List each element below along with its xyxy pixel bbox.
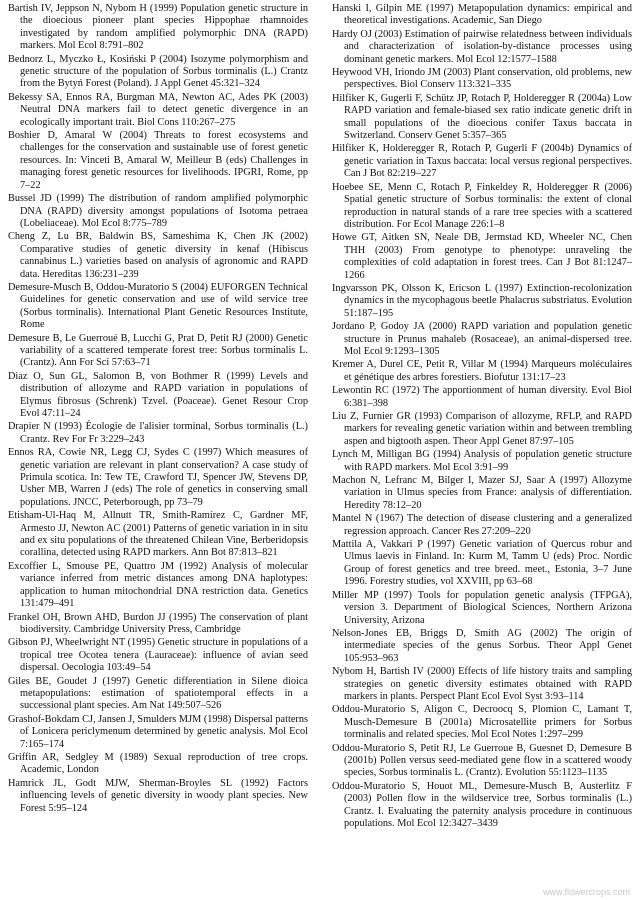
reference-entry: Gibson PJ, Wheelwright NT (1995) Genetic structure in populations of a tropical tree Ocotea tenera (Lauraceae): influence of avian seed dispersal. Oecologia 103:49–54 — [8, 637, 308, 674]
reference-entry: Lynch M, Milligan BG (1994) Analysis of population genetic structure with RAPD markers. Mol Ecol 3:91–99 — [332, 449, 632, 473]
reference-entry: Hilfiker K, Gugerli F, Schütz JP, Rotach P, Holderegger R (2004a) Low RAPD variation and female-biased sex ratio indicate genetic drift in small populations of the dioecious conifer Taxus baccata in Switzerland. Conserv Genet 5:357–365 — [332, 92, 632, 142]
reference-entry: Griffin AR, Sedgley M (1989) Sexual reproduction of tree crops. Academic, London — [8, 751, 308, 776]
reference-entry: Demesure B, Le Guerroué B, Lucchi G, Prat D, Petit RJ (2000) Genetic variability of a scattered temperate forest tree: Sorbus torminalis L. (Crantz). Ann For Sci 57:63–71 — [8, 332, 308, 369]
reference-entry: Jordano P, Godoy JA (2000) RAPD variation and population genetic structure in Prunus mahaleb (Rosaceae), an animal-dispersed tree. Mol Ecol 9:1293–1305 — [332, 321, 632, 357]
reference-entry: Howe GT, Aitken SN, Neale DB, Jermstad KD, Wheeler NC, Chen THH (2003) From genotype to phenotype: unraveling the complexities of cold adaptation in forest trees. Can J Bot 81:1247–1266 — [332, 232, 632, 281]
reference-entry: Hoebee SE, Menn C, Rotach P, Finkeldey R, Holderegger R (2006) Spatial genetic structure of Sorbus torminalis: the extent of clonal reproduction in natural stands of a rare tree species with a scattered distribution. For Ecol Manage 226:1–8 — [332, 181, 632, 230]
reference-entry: Bartish IV, Jeppson N, Nybom H (1999) Population genetic structure in the dioecious pioneer plant species Hippophae rhamnoides investigated by random amplified polymorphic DNA (RAPD) markers. Mol Ecol 8:791–802 — [8, 3, 308, 52]
reference-entry: Hanski I, Gilpin ME (1997) Metapopulation dynamics: empirical and theoretical investigations. Academic, San Diego — [332, 3, 632, 27]
reference-entry: Hamrick JL, Godt MJW, Sherman-Broyles SL (1992) Factors influencing levels of genetic diversity in woody plant species. New Forest 5:95–124 — [8, 777, 308, 814]
reference-entry: Grashof-Bokdam CJ, Jansen J, Smulders MJM (1998) Dispersal patterns of Lonicera periclymenum determined by genetic analysis. Mol Ecol 7:165–174 — [8, 713, 308, 750]
reference-entry: Bekessy SA, Ennos RA, Burgman MA, Newton AC, Ades PK (2003) Neutral DNA markers fail to detect genetic divergence in an ecologically important trait. Biol Cons 110:267–275 — [8, 91, 308, 128]
right-reference-column — [332, 3, 632, 900]
reference-entry: Cheng Z, Lu BR, Baldwin BS, Sameshima K, Chen JK (2002) Comparative studies of genetic diversity in kenaf (Hibiscus cannabinus L.) varieties based on analysis of agronomic and RAPD data. Hereditas 136:231–239 — [8, 231, 308, 280]
watermark: www.flowercrops.com — [542, 887, 630, 897]
left-reference-column — [8, 3, 308, 900]
reference-entry: Hardy OJ (2003) Estimation of pairwise relatedness between individuals and characterization of isolation-by-distance processes using dominant genetic markers. Mol Ecol 12:1577–1588 — [332, 28, 632, 65]
reference-entry: Frankel OH, Brown AHD, Burdon JJ (1995) The conservation of plant biodiversity. Cambridge University Press, Cambridge — [8, 611, 308, 635]
reference-entry: Nelson-Jones EB, Briggs D, Smith AG (2002) The origin of intermediate species of the genus Sorbus. Theor Appl Genet 105:953–963 — [332, 627, 632, 664]
reference-entry: Excoffier L, Smouse PE, Quattro JM (1992) Analysis of molecular variance inferred from metric distances among DNA haplotypes: application to human mitochondrial DNA restriction data. Genetics 131:479–491 — [8, 560, 308, 610]
reference-entry: Giles BE, Goudet J (1997) Genetic differentiation in Silene dioica metapopulations: estimation of spatiotemporal effects in a successional plant species. Am Nat 149:507–526 — [8, 675, 308, 712]
reference-entry: Demesure-Musch B, Oddou-Muratorio S (2004) EUFORGEN Technical Guidelines for genetic conservation and use of wild service tree (Sorbus torminalis). International Plant Genetic Resources Institute, Rome — [8, 281, 308, 331]
reference-entry: Bednorz L, Myczko Ł, Kosiński P (2004) Isozyme polymorphism and genetic structure of the population of Sorbus torminalis (L.) Crantz from the Bytyń Forest (Poland). J Appl Genet 45:321–324 — [8, 53, 308, 90]
reference-entry: Mattila A, Vakkari P (1997) Genetic variation of Quercus robur and Ulmus laevis in Finland. In: Kurm M, Tamm U (eds) Proc. Nordic Group of forest genetics and tree breed. meet., Estonia, 3–7 June 1996. Forestry studies, vol XXVIII, pp 63–68 — [332, 539, 632, 588]
reference-entry: Ennos RA, Cowie NR, Legg CJ, Sydes C (1997) Which measures of genetic variation are relevant in plant conservation? A case study of Primula scotica. In: Tew TE, Crawford TJ, Spencer JW, Stevens DP, Usher MB, Warren J (eds) The role of genetics in conserving small populations. JNCC, Peterborough, pp 73–79 — [8, 447, 308, 508]
reference-entry: Ingvarsson PK, Olsson K, Ericson L (1997) Extinction-recolonization dynamics in the mycophagous beetle Phalacrus substriatus. Evolution 51:187–195 — [332, 282, 632, 319]
reference-entry: Drapier N (1993) Écologie de l'alisier torminal, Sorbus torminalis (L.) Crantz. Rev For Fr 3:229–243 — [8, 421, 308, 445]
reference-entry: Boshier D, Amaral W (2004) Threats to forest ecosystems and challenges for the conservation and sustainable use of forest genetic resources. In: Vinceti B, Amaral W, Meilleur B (eds) Challenges in managing forest genetic resources for livelihoods. IPGRI, Rome, pp 7–22 — [8, 130, 308, 191]
reference-entry: Liu Z, Furnier GR (1993) Comparison of allozyme, RFLP, and RAPD markers for revealing genetic variation within and between trembling aspen and bigtooth aspen. Theor Appl Genet 87:97–105 — [332, 411, 632, 447]
reference-entry: Diaz O, Sun GL, Salomon B, von Bothmer R (1999) Levels and distribution of allozyme and RAPD variation in populations of Elymus fibrosus (Schrenk) Tzvel. (Poaceae). Genet Resour Crop Evol 47:11–24 — [8, 370, 308, 419]
reference-entry: Oddou-Muratorio S, Aligon C, Decroocq S, Plomion C, Lamant T, Musch-Demesure B (2001a) Microsatellite primers for Sorbus torminalis and related species. Mol Ecol Notes 1:297–299 — [332, 704, 632, 741]
reference-entry: Nybom H, Bartish IV (2000) Effects of life history traits and sampling strategies on genetic diversity estimates obtained with RAPD markers in plants. Perspect Plant Ecol Evol Syst 3:93–114 — [332, 666, 632, 702]
reference-entry: Mantel N (1967) The detection of disease clustering and a generalized regression approach. Cancer Res 27:209–220 — [332, 513, 632, 537]
reference-entry: Machon N, Lefranc M, Bilger I, Mazer SJ, Saar A (1997) Allozyme variation in Ulmus species from France: analysis of differentiation. Heredity 78:12–20 — [332, 475, 632, 511]
reference-entry: Heywood VH, Iriondo JM (2003) Plant conservation, old problems, new perspectives. Biol Conserv 113:321–335 — [332, 67, 632, 91]
reference-entry: Oddou-Muratorio S, Petit RJ, Le Guerroue B, Guesnet D, Demesure B (2001b) Pollen versus seed-mediated gene flow in a scattered woody species, Sorbus torminalis L. (Crantz). Evolution 55:1123–1135 — [332, 742, 632, 779]
reference-entry: Kremer A, Durel CE, Petit R, Villar M (1994) Marqueurs moléculaires et génétique des arbres forestiers. Biofutur 131:17–23 — [332, 359, 632, 383]
reference-entry: Etisham-Ul-Haq M, Allnutt TR, Smith-Ramírez C, Gardner MF, Armesto JJ, Newton AC (2001) Patterns of genetic variation in in situ and ex situ populations of the threatened Chilean Vine, Berberidopsis corallina, detected using RAPD markers. Ann Bot 87:813–821 — [8, 510, 308, 559]
reference-entry: Lewontin RC (1972) The apportionment of human diversity. Evol Biol 6:381–398 — [332, 385, 632, 409]
reference-entry: Miller MP (1997) Tools for population genetic analysis (TFPGA), version 3. Department of Biological Sciences, Northern Arizona University, Arizona — [332, 589, 632, 626]
reference-entry: Bussel JD (1999) The distribution of random amplified polymorphic DNA (RAPD) diversity amongst populations of Isotoma petraea (Lobeliaceae). Mol Ecol 8:775–789 — [8, 193, 308, 229]
reference-entry: Oddou-Muratorio S, Houot ML, Demesure-Musch B, Austerlitz F (2003) Pollen flow in the wildservice tree, Sorbus torminalis (L.) Crantz. I. Evaluating the paternity analysis procedure in continuous populations. Mol Ecol 12:3427–3439 — [332, 780, 632, 829]
reference-entry: Hilfiker K, Holderegger R, Rotach P, Gugerli F (2004b) Dynamics of genetic variation in Taxus baccata: local versus regional perspectives. Can J Bot 82:219–227 — [332, 143, 632, 180]
